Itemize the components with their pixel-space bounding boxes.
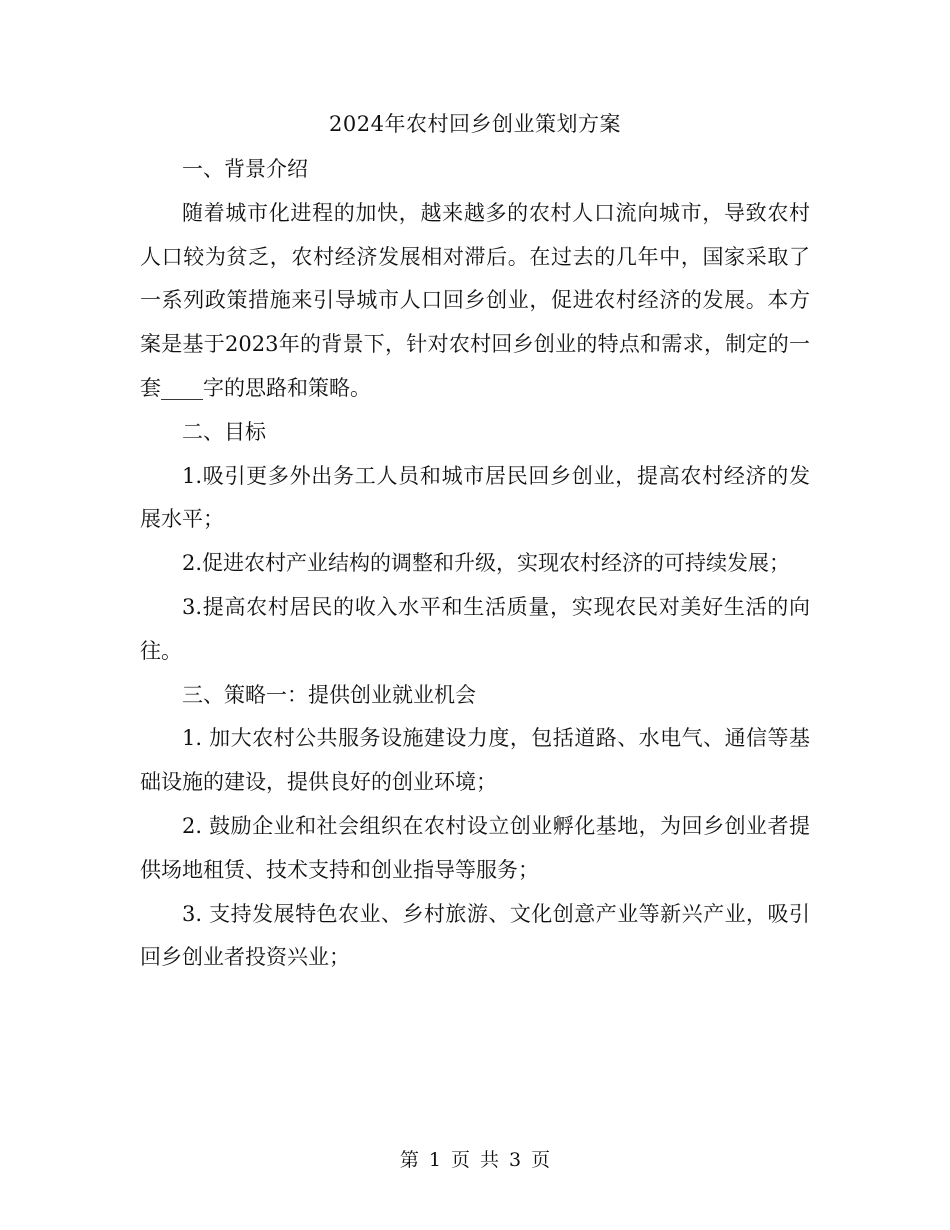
document-body xyxy=(140,148,810,980)
section-heading-goals: 二、目标 xyxy=(182,419,266,444)
section-heading-strategy-one: 三、策略一：提供创业就业机会 xyxy=(182,682,476,707)
strategy-item-1: 1. 加大农村公共服务设施建设力度，包括道路、水电气、通信等基础设施的建设，提供良好的创业环境； xyxy=(140,726,810,795)
goal-item-1: 1.吸引更多外出务工人员和城市居民回乡创业，提高农村经济的发展水平； xyxy=(140,463,810,532)
paragraph-background: 随着城市化进程的加快，越来越多的农村人口流向城市，导致农村人口较为贫乏，农村经济发展相对滞后。在过去的几年中，国家采取了一系列政策措施来引导城市人口回乡创业，促进农村经济的发展。本方案是基于2023年的背景下，针对农村回乡创业的特点和需求，制定的一套____字的思路和策略。 xyxy=(140,200,810,400)
strategy-item-2: 2. 鼓励企业和社会组织在农村设立创业孵化基地，为回乡创业者提供场地租赁、技术支持和创业指导等服务； xyxy=(140,813,810,882)
page-footer: 第 1 页 共 3 页 xyxy=(399,1149,551,1171)
goal-item-2: 2.促进农村产业结构的调整和升级，实现农村经济的可持续发展； xyxy=(182,551,791,576)
goal-item-3: 3.提高农村居民的收入水平和生活质量，实现农民对美好生活的向往。 xyxy=(140,594,810,663)
strategy-item-3: 3. 支持发展特色农业、乡村旅游、文化创意产业等新兴产业，吸引回乡创业者投资兴业； xyxy=(140,901,810,970)
document-title: 2024年农村回乡创业策划方案 xyxy=(329,112,621,136)
section-heading-background: 一、背景介绍 xyxy=(182,157,308,181)
